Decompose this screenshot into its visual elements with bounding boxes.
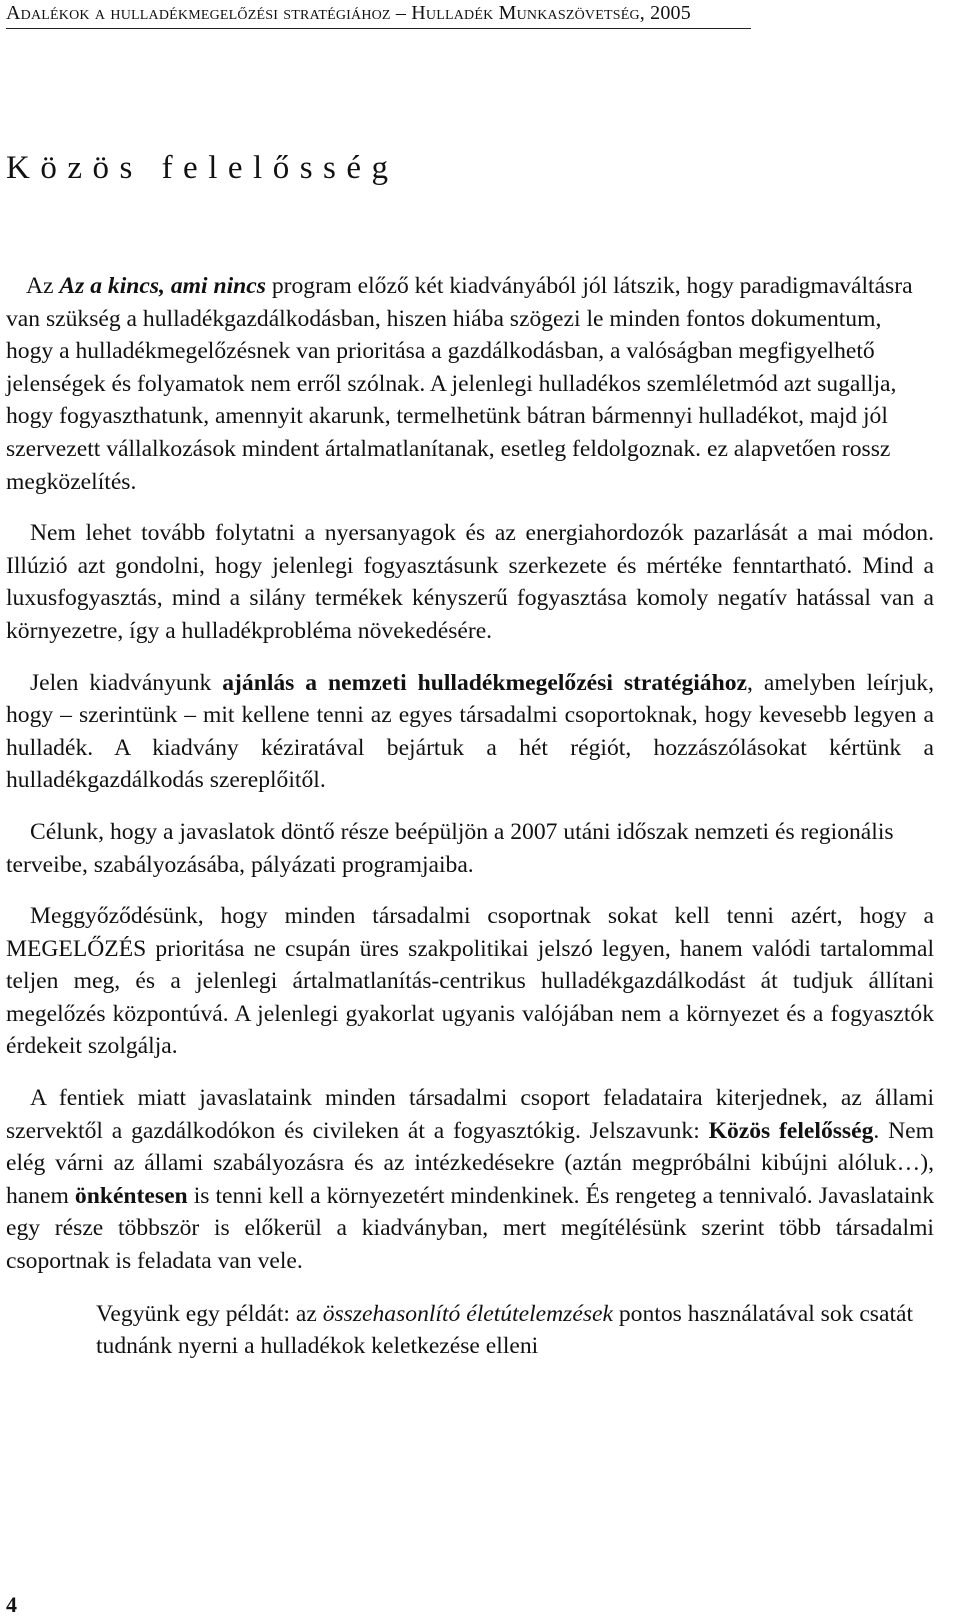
paragraph-6 [6,1082,934,1278]
program-name-emphasis: Az a kincs, ami nincs [59,273,266,299]
lifecycle-emphasis: összehasonlító életútelemzések [322,1300,613,1327]
paragraph-1 [6,270,934,498]
voluntary-emphasis: önkéntesen [74,1182,188,1209]
paragraph-7-lead: Vegyünk egy példát: az [96,1300,323,1327]
running-head-rule [6,28,751,29]
paragraph-3-rest: , amelyben leírjuk, hogy – szerintünk – mit kellene tenni az egyes társadalmi csoportoknak, hogy kevesebb legyen a hulladék. A kiadvány kéziratával bejártuk a hét régiót, hozzászólásokat kértünk a hulladékgazdálkodás szereplőitől. [6,669,934,794]
paragraph-3 [6,667,934,797]
paragraph-6-lead: A fentiek miatt javaslataink minden társadalmi csoport feladataira kiterjednek, az állami szervektől a gazdálkodókon és civileken át a fogyasztókig. Jelszavunk: [6,1085,934,1144]
chapter-title: Közös felelősség [6,150,399,186]
paragraph-6-rest: is tenni kell a környezetért mindenkinek. És rengeteg a tennivaló. Javaslataink egy része többször is előkerül a kiadványban, mert megítélésünk szerint több társadalmi csoportnak is feladata van vele. [6,1182,934,1275]
page-number: 4 [6,1592,17,1617]
paragraph-1-lead: Az [26,273,60,299]
paragraph-1-rest: program előző két kiadványából jól látszik, hogy paradigmaváltásra van szükség a hulladékgazdálkodásban, hiszen hiába szögezi le minden fontos dokumentum, hogy a hulladékmegelőzésnek van prioritása a gazdálkodásban, a valóságban megfigyelhető jelenségek és folyamatok nem erről szólnak. A jelenlegi hulladékos szemléletmód azt sugallja, hogy fogyaszthatunk, amennyit akarunk, termelhetünk bátran bármennyi hulladékot, majd jól szervezett vállalkozások mindent ártalmatlanítanak, esetleg feldolgoznak. ez alapvetően rossz megközelítés. [6,273,913,495]
body-text [6,270,934,1382]
running-head-text: Adalékok a hulladékmegelőzési stratégiához – Hulladék Munkaszövetség, 2005 [6,2,691,24]
strategy-emphasis: ajánlás a nemzeti hulladékmegelőzési stratégiához [222,669,747,696]
paragraph-7 [96,1298,934,1363]
running-head [6,2,946,29]
paragraph-7-rest: pontos használatával sok csatát tudnánk nyerni a hulladékok keletkezése elleni [96,1300,914,1360]
paragraph-4: Célunk, hogy a javaslatok döntő része beépüljön a 2007 utáni időszak nemzeti és regionális terveibe, szabályozásába, pályázati programjaiba. [6,818,894,878]
paragraph-5: Meggyőződésünk, hogy minden társadalmi csoportnak sokat kell tenni azért, hogy a MEGELŐZÉS prioritása ne csupán üres szakpolitikai jelszó legyen, hanem valódi tartalommal teljen meg, és a jelenlegi ártalmatlanítás-centrikus hulladékgazdálkodást át tudjuk állítani megelőzés központúvá. A jelenlegi gyakorlat ugyanis valójában nem a környezet és a fogyasztók érdekeit szolgálja. [6,903,934,1060]
slogan-emphasis: Közös felelősség [708,1117,874,1144]
paragraph-2: Nem lehet tovább folytatni a nyersanyagok és az energiahordozók pazarlását a mai módon. Illúzió azt gondolni, hogy jelenlegi fogyasztásunk szerkezete és mértéke fenntartható. Mind a luxusfogyasztás, mind a silány termékek kényszerű fogyasztása komoly negatív hatással van a környezetre, így a hulladékprobléma növekedésére. [6,520,934,644]
paragraph-3-lead: Jelen kiadványunk [30,669,223,696]
paragraph-6-middle: . Nem elég várni az állami szabályozásra és az intézkedésekre (aztán megpróbálni kibújni alóluk…), hanem [6,1117,934,1209]
